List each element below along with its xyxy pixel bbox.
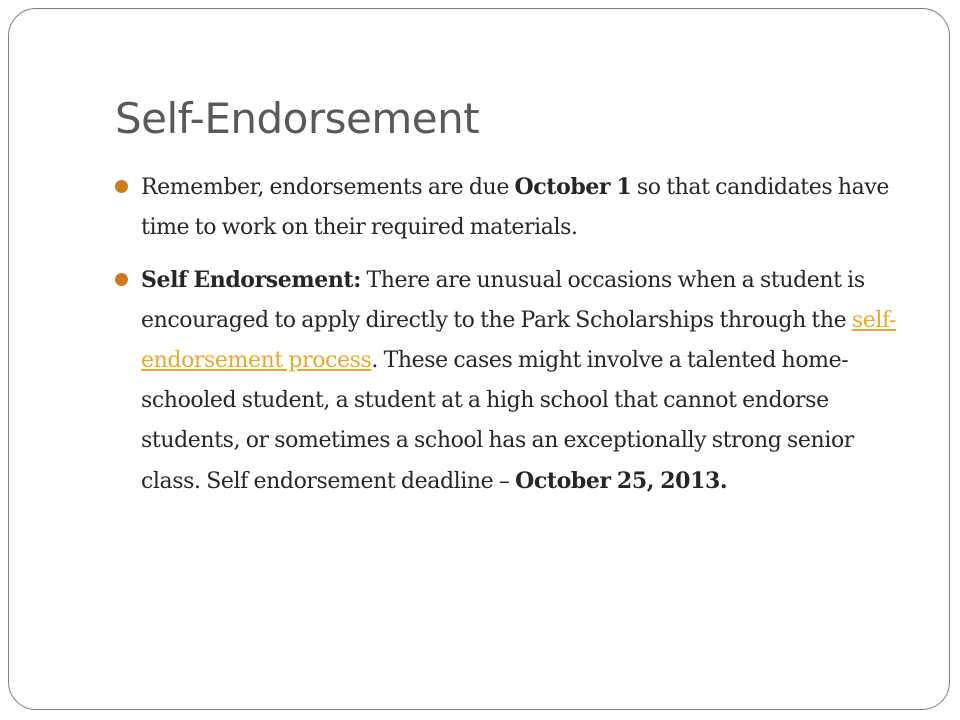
bullet-text: Remember, endorsements are due [141,175,515,200]
slide-title: Self-Endorsement [115,94,480,143]
bold-lead: Self Endorsement: [141,267,361,293]
bullet-item-self-endorsement [115,260,905,502]
bullet-item-endorsement-deadline [115,167,905,248]
slide-frame [8,8,950,710]
bold-deadline: October 25, 2013. [515,468,728,494]
bullet-text: so that candidates have time to work on their required materials. [141,175,889,240]
self-endorsement-process-link[interactable]: self-endorsement process [141,308,896,373]
bullet-text: There are unusual occasions when a student is encouraged to apply directly to the Park Scholarships through the [141,268,865,333]
bullet-dot-icon [115,273,128,286]
bullet-list [115,167,905,514]
bullet-text: . These cases might involve a talented home-schooled student, a student at a high school that cannot endorse students, or sometimes a school has an exceptionally strong senior class. Self endorsement deadline – [141,348,854,494]
bullet-dot-icon [115,180,128,193]
bold-date: October 1 [514,174,632,200]
